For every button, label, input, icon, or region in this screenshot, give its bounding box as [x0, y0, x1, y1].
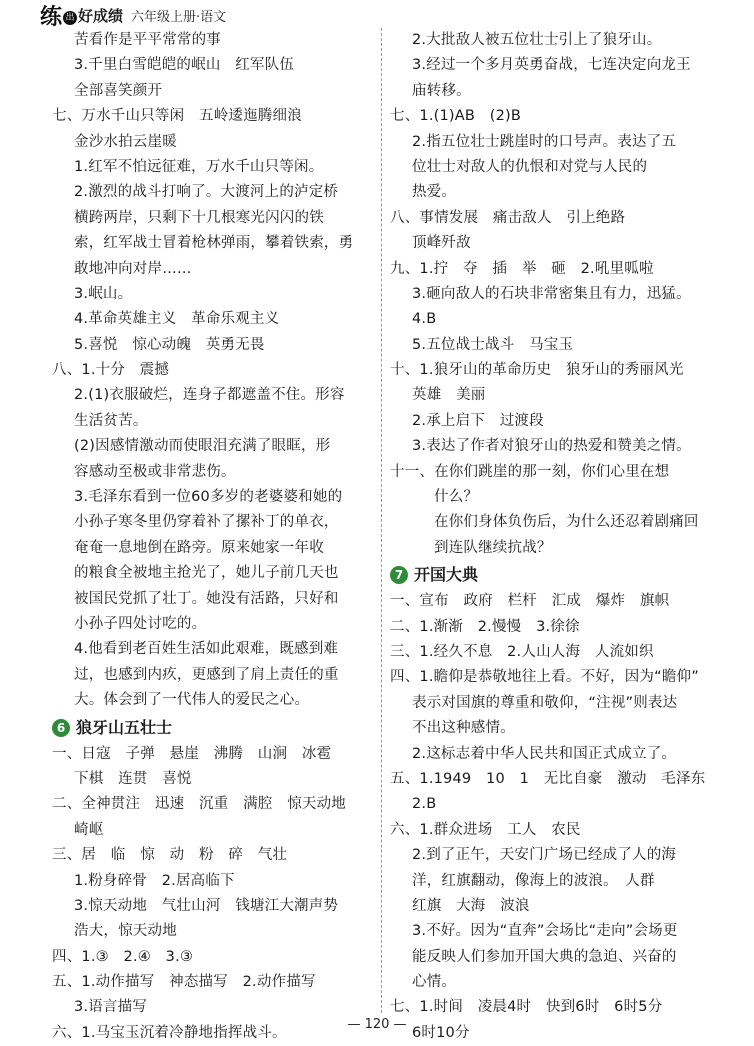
answer-line: 到连队继续抗战？ — [434, 539, 552, 556]
answer-line: 敢地冲向对岸…… — [74, 260, 192, 277]
answer-line: 八、1.十分 震撼 — [52, 362, 170, 379]
answer-line: 3.经过一个多月英勇奋战，七连决定向龙王 — [412, 57, 691, 74]
answer-line: 3.千里白雪皑皑的岷山 红军队伍 — [74, 57, 295, 74]
answer-line: 3.不好。因为“直奔”会场比“走向”会场更 — [412, 923, 678, 940]
answer-line: 被国民党抓了壮丁。她没有活路，只好和 — [74, 590, 339, 607]
answer-line: 心情。 — [412, 974, 457, 991]
answer-line: 2.(1)衣服破烂，连身子都遮盖不住。形容 — [74, 387, 345, 404]
section-number-badge: 6 — [52, 719, 70, 737]
answer-line: 二、全神贯注 迅速 沉重 满腔 惊天动地 — [52, 796, 346, 813]
brand-subtitle: 好成绩 — [78, 6, 124, 25]
answer-line: 4.他看到老百姓生活如此艰难，既感到难 — [74, 641, 339, 658]
answer-line: 大。体会到了一代伟人的爱民之心。 — [74, 692, 310, 709]
answer-line: 4.革命英雄主义 革命乐观主义 — [74, 311, 280, 328]
answer-line: 4.B — [412, 311, 437, 328]
answer-line: 2.这标志着中华人民共和国正式成立了。 — [412, 745, 677, 762]
page-number: — 120 — — [347, 1017, 407, 1032]
answer-line: 七、万水千山只等闲 五岭逶迤腾细浪 — [52, 108, 302, 125]
answer-line: 红旗 大海 波浪 — [412, 897, 530, 914]
column-divider — [381, 28, 382, 1013]
answer-line: 3.岷山。 — [74, 285, 133, 302]
answer-line: 七、1.时间 凌晨4时 快到6时 6时5分 — [390, 999, 663, 1016]
answer-line: 3.语言描写 — [74, 999, 148, 1016]
answer-line: (2)因感情激动而使眼泪充满了眼眶，形 — [74, 438, 331, 455]
answer-line: 的粮食全被地主抢光了，她儿子前几天也 — [74, 565, 339, 582]
answer-line: 3.砸向敌人的石块非常密集且有力，迅猛。 — [412, 285, 691, 302]
section-title: 狼牙山五壮士 — [76, 717, 173, 737]
answer-line: 洋，红旗翻动，像海上的波浪。 人群 — [412, 872, 655, 889]
answer-line: 四、1.瞻仰是恭敬地往上看。不好，因为“瞻仰” — [390, 669, 699, 686]
answer-line: 英雄 美丽 — [412, 387, 486, 404]
answer-line: 八、事情发展 痛击敌人 引上绝路 — [390, 209, 626, 226]
answer-line: 十一、在你们跳崖的那一刻，你们心里在想 — [390, 463, 670, 480]
answer-line: 三、1.经久不息 2.人山人海 人流如织 — [390, 643, 654, 660]
answer-line: 下棋 连贯 喜悦 — [74, 770, 192, 787]
answer-line: 九、1.拧 夺 插 举 砸 2.吼里呱啦 — [390, 260, 654, 277]
answer-line: 5.五位战士战斗 马宝玉 — [412, 336, 574, 353]
answer-line: 3.毛泽东看到一位60多岁的老婆婆和她的 — [74, 489, 343, 506]
grade-subject-label: 六年级上册·语文 — [131, 9, 227, 25]
answer-line: 庙转移。 — [412, 82, 471, 99]
answer-line: 全部喜笑颜开 — [74, 82, 163, 99]
right-column — [390, 28, 720, 1041]
answer-line: 顶峰歼敌 — [412, 235, 471, 252]
answer-line: 2.B — [412, 796, 437, 813]
section-heading — [390, 561, 720, 589]
answer-line: 2.激烈的战斗打响了。大渡河上的泸定桥 — [74, 184, 339, 201]
answer-line: 三、居 临 惊 动 粉 碎 气壮 — [52, 847, 288, 864]
answer-line: 位壮士对敌人的仇恨和对党与人民的 — [412, 158, 648, 175]
left-column — [52, 28, 374, 1041]
answer-line: 3.表达了作者对狼牙山的热爱和赞美之情。 — [412, 438, 691, 455]
answer-line: 过，也感到内疚，更感到了肩上责任的重 — [74, 666, 339, 683]
answer-line: 2.到了正午，天安门广场已经成了人的海 — [412, 847, 677, 864]
answer-line: 5.喜悦 惊心动魄 英勇无畏 — [74, 336, 265, 353]
answer-line: 在你们身体负伤后，为什么还忍着剧痛回 — [434, 514, 699, 531]
answer-line: 一、宣布 政府 栏杆 汇成 爆炸 旗帜 — [390, 593, 670, 610]
answer-line: 6时10分 — [412, 1024, 470, 1041]
answer-line: 一、日寇 子弹 悬崖 沸腾 山涧 冰雹 — [52, 745, 332, 762]
answer-line: 奄奄一息地倒在路旁。原来她家一年收 — [74, 539, 324, 556]
answer-line: 苦看作是平平常常的事 — [74, 32, 221, 48]
answer-line: 1.红军不怕远征难，万水千山只等闲。 — [74, 158, 324, 175]
answer-line: 六、1.群众进场 工人 农民 — [390, 821, 581, 838]
answer-line: 生活贫苦。 — [74, 412, 148, 429]
answer-line: 六、1.马宝玉沉着冷静地指挥战斗。 — [52, 1024, 287, 1041]
section-title: 开国大典 — [414, 565, 479, 585]
answer-line: 2.承上启下 过渡段 — [412, 412, 544, 429]
answer-line: 小孙子寒冬里仍穿着补了摞补丁的单衣， — [74, 514, 339, 531]
brand-circle-badge: 出 — [63, 11, 77, 25]
answer-line: 容感动至极或非常悲伤。 — [74, 463, 236, 480]
answer-line: 横跨两岸，只剩下十几根寒光闪闪的铁 — [74, 209, 324, 226]
answer-line: 崎岖 — [74, 821, 104, 838]
answer-line: 五、1.1949 10 1 无比自豪 激动 毛泽东 — [390, 770, 706, 787]
answer-line: 五、1.动作描写 神态描写 2.动作描写 — [52, 974, 316, 991]
answer-line: 四、1.③ 2.④ 3.③ — [52, 948, 194, 965]
answer-line: 十、1.狼牙山的革命历史 狼牙山的秀丽风光 — [390, 362, 684, 379]
answer-line: 表示对国旗的尊重和敬仰，“注视”则表达 — [412, 694, 678, 711]
answer-line: 金沙水拍云崖暖 — [74, 133, 177, 150]
answer-line: 1.粉身碎骨 2.居高临下 — [74, 872, 235, 889]
answer-line: 二、1.渐渐 2.慢慢 3.徐徐 — [390, 618, 580, 635]
answer-line: 浩大，惊天动地 — [74, 923, 177, 940]
answer-line: 七、1.(1)AB (2)B — [390, 108, 522, 125]
answer-line: 2.大批敌人被五位壮士引上了狼牙山。 — [412, 32, 662, 48]
answer-line: 2.指五位壮士跳崖时的口号声。表达了五 — [412, 133, 677, 150]
answer-line: 不出这种感情。 — [412, 720, 515, 737]
section-heading — [52, 714, 374, 742]
answer-line: 热爱。 — [412, 184, 457, 201]
brand-logo: 练 — [40, 3, 63, 30]
answer-line: 3.惊天动地 气壮山河 钱塘江大潮声势 — [74, 897, 339, 914]
answer-line: 什么？ — [434, 489, 479, 506]
answer-line: 小孙子四处讨吃的。 — [74, 615, 207, 632]
answer-line: 能反映人们参加开国大典的急迫、兴奋的 — [412, 948, 677, 965]
answer-line: 索，红军战士冒着枪林弹雨，攀着铁索，勇 — [74, 235, 354, 252]
section-number-badge: 7 — [390, 566, 408, 584]
page-header — [40, 2, 380, 28]
